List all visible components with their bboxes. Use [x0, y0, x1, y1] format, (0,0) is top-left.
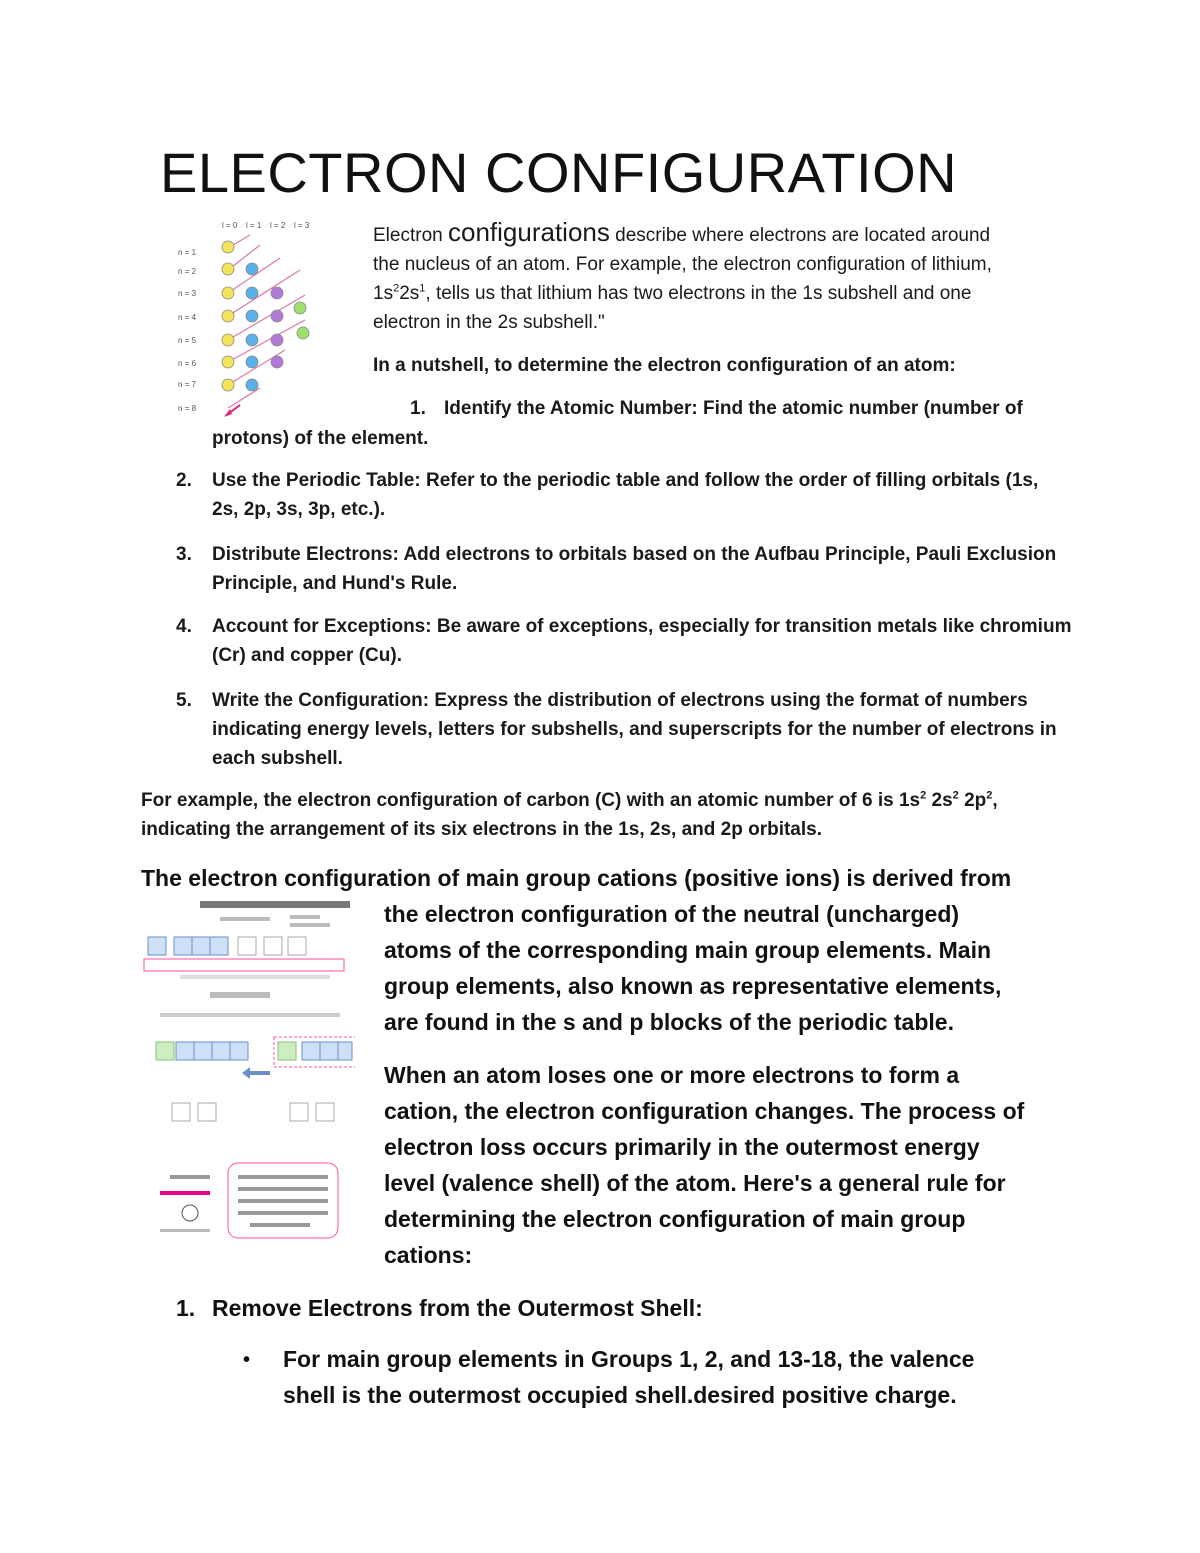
intro-word: Electron: [373, 225, 448, 246]
step-3: [212, 540, 1072, 598]
intro-line: the nucleus of an atom. For example, the electron configuration of lithium,: [373, 254, 992, 275]
carbon-text: 2p: [958, 790, 987, 811]
l-label: l = 3: [294, 221, 310, 230]
superscript: 2: [952, 789, 959, 802]
cations-line: electron loss occurs primarily in the outermost energy: [384, 1134, 980, 1160]
intro-text: , tells us that lithium has two electrons in the 1s subshell and one: [425, 283, 972, 304]
page-title: ELECTRON CONFIGURATION: [160, 141, 958, 204]
step-5: [212, 686, 1072, 773]
main-group-cations-diagram: [140, 895, 355, 1240]
superscript: 2: [986, 789, 993, 802]
carbon-text: ,: [992, 790, 998, 811]
l-label: l = 0: [222, 221, 238, 230]
carbon-example: [141, 786, 1061, 844]
step-2: [212, 466, 1072, 524]
l-label: l = 2: [270, 221, 286, 230]
step-text: Principle, and Hund's Rule.: [212, 573, 458, 594]
step-text: Account for Exceptions: Be aware of exceptions, especially for transition metals like chromium: [212, 616, 1072, 637]
intro-emphasis: configurations: [447, 217, 610, 247]
rule-number: 1.: [176, 1295, 196, 1321]
step-text: Use the Periodic Table: Refer to the periodic table and follow the order of filling orbitals (1s,: [212, 470, 1039, 491]
intro-text: 1s: [373, 283, 394, 304]
l-label: l = 1: [246, 221, 262, 230]
cations-line: are found in the s and p blocks of the periodic table.: [384, 1009, 954, 1035]
cations-line: determining the electron configuration of main group: [384, 1206, 966, 1232]
n-label: n = 5: [178, 336, 197, 345]
nutshell-heading: In a nutshell, to determine the electron configuration of an atom:: [373, 355, 956, 376]
rule-heading: Remove Electrons from the Outermost Shell:: [212, 1295, 703, 1321]
step-text: Distribute Electrons: Add electrons to orbitals based on the Aufbau Principle, Pauli Exclusion: [212, 544, 1057, 565]
n-label: n = 4: [178, 313, 197, 322]
step-text: (Cr) and copper (Cu).: [212, 645, 402, 666]
step-5-number: 5.: [176, 690, 192, 711]
intro-text: 2s: [399, 283, 420, 304]
cations-line: group elements, also known as representative elements,: [384, 973, 1002, 999]
carbon-text: 2s: [926, 790, 953, 811]
bullet-dot: •: [243, 1349, 251, 1371]
cations-paragraph-1: [384, 896, 1001, 1040]
carbon-text: For example, the electron configuration of carbon (C) with an atomic number of 6 is 1s: [141, 790, 921, 811]
step-text: each subshell.: [212, 748, 343, 769]
bullet-line: For main group elements in Groups 1, 2, and 13-18, the valence: [283, 1346, 975, 1372]
n-label: n = 2: [178, 267, 197, 276]
cations-line: level (valence shell) of the atom. Here's a general rule for: [384, 1170, 1006, 1196]
cations-line: cations:: [384, 1242, 473, 1268]
n-label: n = 8: [178, 404, 197, 413]
step-4: [212, 612, 1072, 670]
intro-paragraph: [373, 218, 1073, 337]
cations-line: atoms of the corresponding main group elements. Main: [384, 937, 992, 963]
cations-line: cation, the electron configuration changes. The process of: [384, 1098, 1025, 1124]
bullet-text: [283, 1341, 974, 1413]
step-text: 2s, 2p, 3s, 3p, etc.).: [212, 499, 386, 520]
intro-line: electron in the 2s subshell.": [373, 312, 605, 333]
bullet-line: shell is the outermost occupied shell.desired positive charge.: [283, 1382, 957, 1408]
cations-paragraph-2: [384, 1057, 1024, 1273]
n-label: n = 1: [178, 248, 197, 257]
superscript: 1: [419, 282, 426, 295]
step-4-number: 4.: [176, 616, 192, 637]
step-number: 1.: [410, 398, 426, 419]
cations-heading: The electron configuration of main group cations (positive ions) is derived from: [141, 865, 1012, 891]
step-1: [410, 394, 1023, 423]
step-text: Write the Configuration: Express the distribution of electrons using the format of numbers: [212, 690, 1028, 711]
step-3-number: 3.: [176, 544, 192, 565]
step-2-number: 2.: [176, 470, 192, 491]
n-label: n = 6: [178, 359, 197, 368]
cations-line: When an atom loses one or more electrons to form a: [384, 1062, 960, 1088]
step-text: indicating energy levels, letters for subshells, and superscripts for the number of electrons in: [212, 719, 1057, 740]
n-label: n = 3: [178, 289, 197, 298]
carbon-text: indicating the arrangement of its six electrons in the 1s, 2s, and 2p orbitals.: [141, 819, 823, 840]
intro-text: describe where electrons are located around: [609, 225, 991, 246]
step-1-cont: protons) of the element.: [212, 428, 429, 449]
step-text: Identify the Atomic Number: Find the atomic number (number of: [444, 398, 1023, 419]
aufbau-diagram: [160, 200, 320, 420]
superscript: 2: [920, 789, 927, 802]
superscript: 2: [393, 282, 400, 295]
cations-line: the electron configuration of the neutral (uncharged): [384, 901, 960, 927]
n-label: n = 7: [178, 380, 197, 389]
